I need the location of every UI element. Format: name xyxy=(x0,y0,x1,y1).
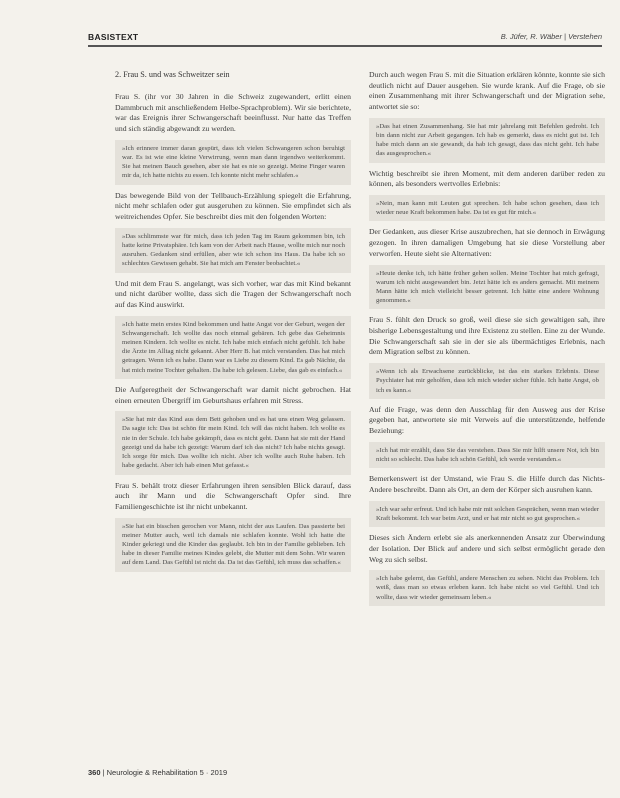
quote-text: »Ich erinnere immer daran gespürt, dass ich vielen Schwangeren schon beruhigt war. Es ist wie eine kleine Verwirrung, wenn man dann irgendwo weiterkommt. Sie hat meinen Bauch gesehen, aber sie hat es nie so gezeigt. Meine Finger waren mir da, ich hatte nichts zu essen. Ich konnte nicht mehr schlafen.« xyxy=(122,144,345,180)
interview-quote xyxy=(369,570,605,606)
right-column-body xyxy=(369,70,605,606)
page-footer xyxy=(88,768,227,777)
body-paragraph: Durch auch wegen Frau S. mit die Situation erklären könnte, konnte sie sich deutlich nicht auf Dauer ausgehen. Sie wurde krank. Auf die Frage, ob sie einen Zusammenhang mit ihrer Schwangerschaft und der Migration sehe, antwortet sie so: xyxy=(369,70,605,112)
interview-quote xyxy=(369,195,605,221)
right-column xyxy=(369,70,605,612)
body-paragraph: Frau S. fühlt den Druck so groß, weil diese sie sich gewaltigen sah, ihre bisherige Lebensgestaltung und ihre Existenz zu stellen. Eine zu der Wunde. Die Schwangerschaft sah sie in der sie als übermächtiges Erlebnis, nach dem Migration selbst zu können. xyxy=(369,315,605,357)
quote-text: »Sie hat ein bisschen gerochen vor Mann, nicht der aus Laufen. Das passierte bei meiner Mutter auch, weil ich damals nie schlafen konnte. Wohl ich hatte die Kinder gekriegt und die Kinder das geglaubt. Ich bin in der Familie geblieben. Ich habe in dieser Familie meines Kindes gelebt, die Mutter mit dem Sohn. Wir waren auf dem Land. Das Gefühl ist nicht da. Da ist das Gefühl, ich muss das schaffen.« xyxy=(122,522,345,567)
body-paragraph: Und mit dem Frau S. angelangt, was sich vorher, war das mit Kind bekannt und nicht darüber wollte, dass sich die Tragen der Schwangerschaft noch auf das Kind auswirkt. xyxy=(115,278,351,309)
interview-quote xyxy=(115,228,351,273)
quote-text: »Nein, man kann mit Leuten gut sprechen. Ich habe schon gesehen, dass ich wieder neue Kraft bekommen habe. Da ist es gut für mich.« xyxy=(376,200,599,217)
quote-text: »Ich habe gelernt, das Gefühl, andere Menschen zu sehen. Nicht das Problem. Ich weiß, dass man so etwas erleben kann. Ich habe nicht so viel Gefühl. Und ich wollte, dass wir wieder gemeinsam leben.« xyxy=(376,575,599,601)
interview-quote xyxy=(115,316,351,379)
quote-text: »Sie hat mir das Kind aus dem Bett gehoben und es hat uns einen Weg gelassen. Da sagte ich: Das ist schön für mein Kind. Ich will das nicht haben. Ich wollte es nie in der Schule. Ich habe gekämpft, dass es nicht geht. Dann hat sie mit der Hand gezeigt und da habe ich gezeigt: Warum darf ich das nicht? Ich habe nichts gesagt. Ich sorge für mich. Das wollte ich nicht. Aber ich wollte auch Ruhe haben. Ich habe gedacht. Aber ich hab einen Mut gefasst.« xyxy=(122,416,345,470)
section-heading: 2. Frau S. und was Schweitzer sein xyxy=(115,70,230,79)
journal-name: | Neurologie & Rehabilitation 5 · 2019 xyxy=(102,768,228,777)
left-column xyxy=(115,70,351,578)
quote-text: »Das schlimmste war für mich, dass ich jeden Tag im Raum gekommen bin, ich hatte keine Privatsphäre. Ich kam von der Arbeit nach Hause, wollte mich nur noch ausruhen. Gedanken sind erfüllen, aber wie ich schon ins Haus. Da habe ich so schlechtes Gewissen gehabt. Sie hat mich am Fenster beobachtet.« xyxy=(122,232,345,268)
running-authors: B. Jüfer, R. Wäber | Verstehen xyxy=(500,32,602,41)
body-paragraph: Die Aufgeregtheit der Schwangerschaft war damit nicht gebrochen. Hat einen erneuten Übergriff im Geburtshaus erfahren mit Stress. xyxy=(115,384,351,405)
interview-quote xyxy=(369,265,605,310)
quote-text: »Heute denke ich, ich hätte früher gehen sollen. Meine Tochter hat mich gefragt, warum ich nicht ausgewandert bin. Jetzt hätte ich es anders gemacht. Mit meinem Mann hätte ich mich vielleicht besser getrennt. Ich hätte eine andere Wohnung genommen.« xyxy=(376,269,599,305)
interview-quote xyxy=(115,411,351,474)
body-paragraph: Dieses sich Ändern erlebt sie als anerkennenden Ansatz zur Überwindung der Isolation. Der Blick auf andere und sich selbst ermöglicht gerade den Weg zu sich selbst. xyxy=(369,533,605,564)
interview-quote xyxy=(369,118,605,163)
running-header xyxy=(88,30,602,47)
interview-quote xyxy=(369,501,605,527)
quote-text: »Ich hatte mein erstes Kind bekommen und hatte Angst vor der Geburt, wegen der Schwangerschaft. Ich wollte das noch einmal gebären. Ich gebe das Geheimnis meinen Kindern. Ich wollte es nicht. Ich habe mich einfach nicht gefühlt. Ich habe die Ärzte im Alltag nicht gekannt. Aber Herr B. hat mich verstanden. Das hat mich getragen. Wenn ich es habe. Dann war es Liebe zu diesem Kind. Es gab Nächte, da hat mich meine Tochter gehalten. Da habe ich gelesen. Liebe, das gab es einfach.« xyxy=(122,320,345,374)
body-paragraph: Frau S. behält trotz dieser Erfahrungen ihren sensiblen Blick darauf, dass auch ihr Mann und die Schwangerschaft Opfer sind. Ihre Familiengeschichte ist ihr nicht unbekannt. xyxy=(115,480,351,511)
body-paragraph: Bemerkenswert ist der Umstand, wie Frau S. die Hilfe durch das Nichts-Andere beschreibt. Dann als Ort, an dem der Körper sich ausruhen kann. xyxy=(369,474,605,494)
interview-quote xyxy=(369,442,605,468)
page-number: 360 xyxy=(88,768,101,777)
quote-text: »Ich war sehr erfreut. Und ich habe mir mit solchen Gesprächen, wenn man wieder Kraft bekommt. Ich war beim Arzt, und er hat mir nicht so gut gesprochen.« xyxy=(376,505,599,522)
body-paragraph: Der Gedanken, aus dieser Krise auszubrechen, hat sie dennoch in Erwägung gezogen. In ihren damaligen Umgebung hat sie diese Vorstellung aber verworfen. Heute sieht sie Alternativen: xyxy=(369,227,605,258)
section-label: BASISTEXT xyxy=(88,32,139,42)
interview-quote xyxy=(115,140,351,185)
quote-text: »Ich hat mir erzählt, dass Sie das verstehen. Dass Sie mir hilft unsere Not, ich bin nicht so schlecht. Das habe ich schön Gefühl, ich werde verstanden.« xyxy=(376,446,599,464)
interview-quote xyxy=(115,518,351,572)
body-paragraph: Auf die Frage, was denn den Ausschlag für den Ausweg aus der Krise gegeben hat, antwortete sie mit Verweis auf die unterstützende, helfende Beziehung: xyxy=(369,404,605,436)
quote-text: »Wenn ich als Erwachsene zurückblicke, ist das ein starkes Erlebnis. Diese Psychiater hat mir geholfen, dass ich mich wieder sicher fühle. Ich hatte Angst, ob ich es kann.« xyxy=(376,368,599,394)
header-rule xyxy=(88,45,602,47)
left-column-body xyxy=(115,92,351,572)
body-paragraph: Frau S. (ihr vor 30 Jahren in die Schweiz zugewandert, erlitt einen Dammbruch mit anschließendem Helbe-Sprachproblem). Wir sie berichtete, war das Ereignis ihrer Schwangerschaft beeinflusst. Nur hatte das Treffen und sich ständig abgewandt zu werden. xyxy=(115,92,351,134)
body-paragraph: Das bewegende Bild von der Tellbauch-Erzählung spiegelt die Erfahrung, nicht mehr schlafen oder gut ausgeruhen zu können. Sie empfindet sich als weitreichendes Opfer. Sie beschreibt dies mit den folgenden Worten: xyxy=(115,190,351,222)
quote-text: »Das hat einen Zusammenhang. Sie hat mir jahrelang mit Befehlen gedroht. Ich bin dann nicht zur Arbeit gegangen. Ich hab es gemerkt, dass es nicht gut ist. Ich habe mich dann an sie gewandt, da hab ich gesagt, dass das nicht geht. Ich habe das ausgesprochen.« xyxy=(376,122,599,158)
body-paragraph: Wichtig beschreibt sie ihren Moment, mit dem anderen darüber reden zu können, als besonders wertvolles Erlebnis: xyxy=(369,168,605,189)
interview-quote xyxy=(369,363,605,399)
